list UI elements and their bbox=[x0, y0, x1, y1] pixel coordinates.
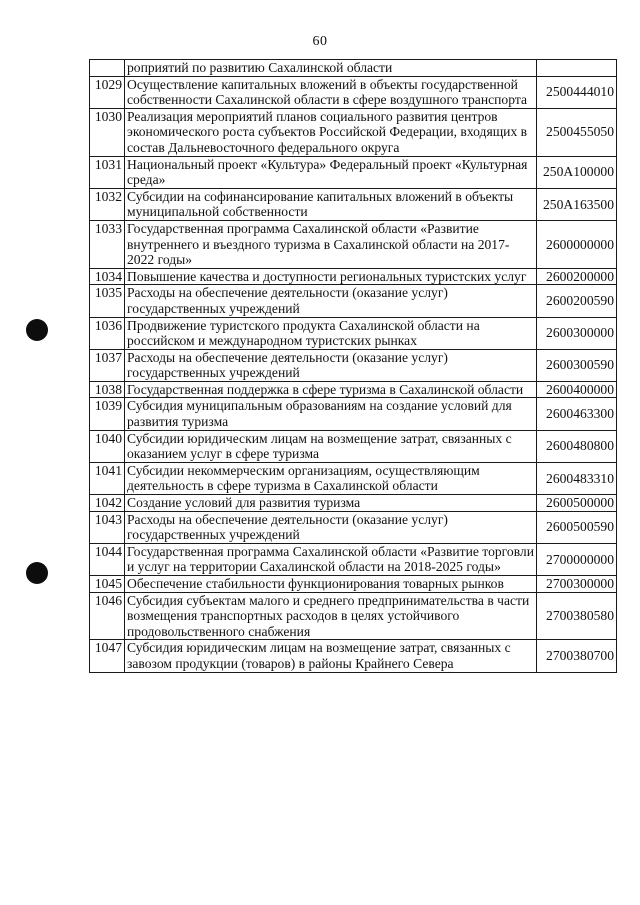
row-code-cell: 250A163500 bbox=[537, 188, 617, 220]
row-number-cell: 1037 bbox=[90, 349, 125, 381]
row-code-cell: 2600400000 bbox=[537, 381, 617, 398]
table-row bbox=[90, 156, 617, 188]
row-number-cell: 1036 bbox=[90, 317, 125, 349]
row-code-cell: 2600463300 bbox=[537, 398, 617, 430]
row-name-cell: Расходы на обеспечение деятельности (оказание услуг) государственных учреждений bbox=[125, 285, 537, 317]
row-number-cell: 1043 bbox=[90, 511, 125, 543]
budget-classification-table bbox=[89, 59, 617, 673]
row-name-cell: Субсидия субъектам малого и среднего предпринимательства в части возмещения транспортных расходов в целях устойчивого продовольственного снабжения bbox=[125, 592, 537, 640]
row-number-cell: 1030 bbox=[90, 108, 125, 156]
table-row bbox=[90, 543, 617, 575]
row-number-cell bbox=[90, 60, 125, 77]
table-row bbox=[90, 349, 617, 381]
row-name-cell: Реализация мероприятий планов социального развития центров экономического роста субъектов Российской Федерации, входящих в состав Дальневосточного федерального округа bbox=[125, 108, 537, 156]
table-row bbox=[90, 220, 617, 268]
row-name-cell: Обеспечение стабильности функционирования товарных рынков bbox=[125, 576, 537, 593]
row-name-cell: Субсидии юридическим лицам на возмещение затрат, связанных с оказанием услуг в сфере туризма bbox=[125, 430, 537, 462]
row-number-cell: 1044 bbox=[90, 543, 125, 575]
row-name-cell: Субсидия муниципальным образованиям на создание условий для развития туризма bbox=[125, 398, 537, 430]
table-row bbox=[90, 511, 617, 543]
row-code-cell: 2600000000 bbox=[537, 220, 617, 268]
table-row bbox=[90, 462, 617, 494]
page-number: 60 bbox=[312, 34, 328, 49]
table-row bbox=[90, 317, 617, 349]
row-number-cell: 1033 bbox=[90, 220, 125, 268]
row-code-cell: 2600300000 bbox=[537, 317, 617, 349]
row-number-cell: 1042 bbox=[90, 495, 125, 512]
row-code-cell: 2600480800 bbox=[537, 430, 617, 462]
table-row bbox=[90, 381, 617, 398]
row-name-cell: Повышение качества и доступности региональных туристских услуг bbox=[125, 268, 537, 285]
row-name-cell: Создание условий для развития туризма bbox=[125, 495, 537, 512]
row-code-cell: 2600500000 bbox=[537, 495, 617, 512]
table-row bbox=[90, 398, 617, 430]
binder-hole-mark bbox=[26, 562, 48, 584]
row-number-cell: 1046 bbox=[90, 592, 125, 640]
table-row bbox=[90, 60, 617, 77]
table-row bbox=[90, 76, 617, 108]
row-code-cell: 2700380700 bbox=[537, 640, 617, 672]
row-code-cell: 2600200000 bbox=[537, 268, 617, 285]
table-row bbox=[90, 576, 617, 593]
row-code-cell: 250A100000 bbox=[537, 156, 617, 188]
row-name-cell: Государственная программа Сахалинской области «Развитие внутреннего и въездного туризма в Сахалинской области на 2017-2022 годы» bbox=[125, 220, 537, 268]
table-row bbox=[90, 495, 617, 512]
row-number-cell: 1032 bbox=[90, 188, 125, 220]
row-code-cell: 2600483310 bbox=[537, 462, 617, 494]
row-name-cell: Расходы на обеспечение деятельности (оказание услуг) государственных учреждений bbox=[125, 511, 537, 543]
row-name-cell: Национальный проект «Культура» Федеральный проект «Культурная среда» bbox=[125, 156, 537, 188]
row-number-cell: 1031 bbox=[90, 156, 125, 188]
row-name-cell: Государственная программа Сахалинской области «Развитие торговли и услуг на территории Сахалинской области на 2018-2025 годы» bbox=[125, 543, 537, 575]
row-name-cell: Субсидия юридическим лицам на возмещение затрат, связанных с завозом продукции (товаров) в районы Крайнего Севера bbox=[125, 640, 537, 672]
binder-hole-mark bbox=[26, 319, 48, 341]
row-name-cell: Осуществление капитальных вложений в объекты государственной собственности Сахалинской области в сфере воздушного транспорта bbox=[125, 76, 537, 108]
row-code-cell bbox=[537, 60, 617, 77]
row-code-cell: 2700300000 bbox=[537, 576, 617, 593]
table-row bbox=[90, 268, 617, 285]
row-name-cell: Субсидии на софинансирование капитальных вложений в объекты муниципальной собственности bbox=[125, 188, 537, 220]
table-row bbox=[90, 430, 617, 462]
row-number-cell: 1034 bbox=[90, 268, 125, 285]
row-code-cell: 2500455050 bbox=[537, 108, 617, 156]
row-code-cell: 2700000000 bbox=[537, 543, 617, 575]
row-number-cell: 1041 bbox=[90, 462, 125, 494]
row-name-cell: Продвижение туристского продукта Сахалинской области на российском и международном туристских рынках bbox=[125, 317, 537, 349]
row-number-cell: 1035 bbox=[90, 285, 125, 317]
row-number-cell: 1039 bbox=[90, 398, 125, 430]
table-row bbox=[90, 108, 617, 156]
table-row bbox=[90, 188, 617, 220]
row-code-cell: 2700380580 bbox=[537, 592, 617, 640]
row-number-cell: 1045 bbox=[90, 576, 125, 593]
table-row bbox=[90, 640, 617, 672]
table-row bbox=[90, 592, 617, 640]
row-code-cell: 2600300590 bbox=[537, 349, 617, 381]
row-name-cell: Субсидии некоммерческим организациям, осуществляющим деятельность в сфере туризма в Сахалинской области bbox=[125, 462, 537, 494]
row-number-cell: 1047 bbox=[90, 640, 125, 672]
row-number-cell: 1040 bbox=[90, 430, 125, 462]
row-name-cell: роприятий по развитию Сахалинской области bbox=[125, 60, 537, 77]
row-code-cell: 2500444010 bbox=[537, 76, 617, 108]
row-code-cell: 2600500590 bbox=[537, 511, 617, 543]
row-name-cell: Расходы на обеспечение деятельности (оказание услуг) государственных учреждений bbox=[125, 349, 537, 381]
table-row bbox=[90, 285, 617, 317]
row-name-cell: Государственная поддержка в сфере туризма в Сахалинской области bbox=[125, 381, 537, 398]
row-code-cell: 2600200590 bbox=[537, 285, 617, 317]
row-number-cell: 1029 bbox=[90, 76, 125, 108]
row-number-cell: 1038 bbox=[90, 381, 125, 398]
